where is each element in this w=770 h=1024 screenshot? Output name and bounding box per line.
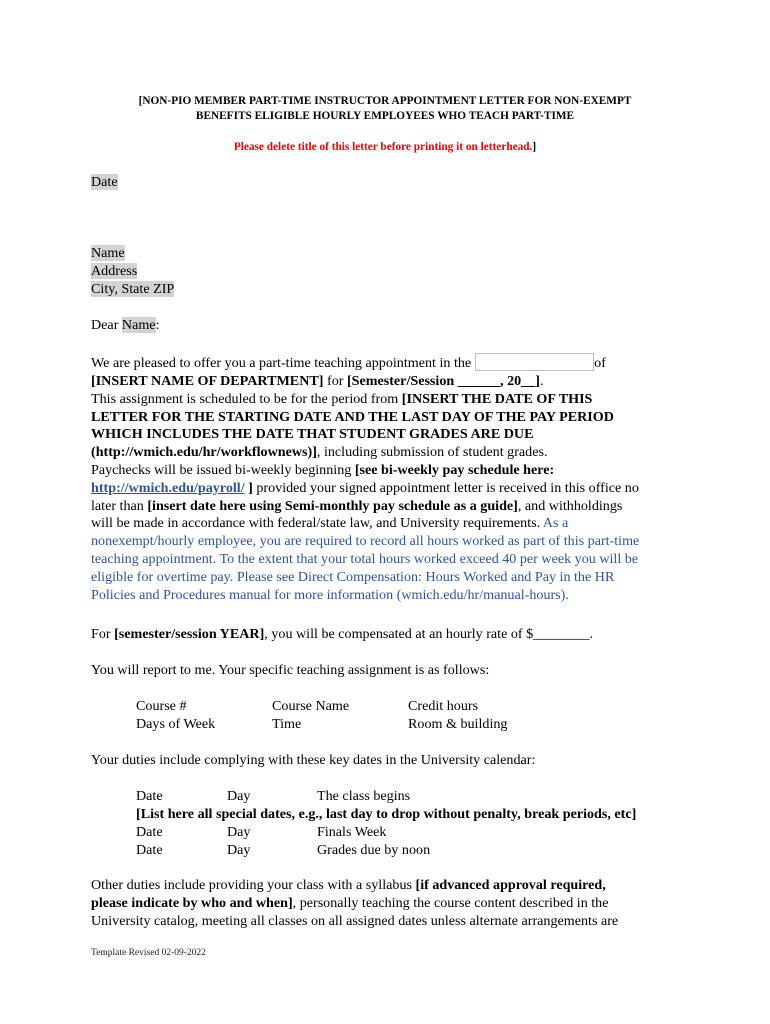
other-duties-paragraph: Other duties include providing your class with a syllabus [if advanced approval required, please indicate by who and when], personally teaching the course content described in the University catalog, meeting all classes on all assigned dates unless alternate arrangements are — [91, 877, 619, 929]
delete-note-text: Please delete title of this letter before printing it on letterhead. — [233, 141, 533, 153]
compensation-paragraph: For [semester/session YEAR], you will be compensated at an hourly rate of $________. — [91, 626, 594, 642]
department-input-box[interactable] — [475, 353, 594, 371]
title-line-1: [NON-PIO MEMBER PART-TIME INSTRUCTOR APPOINTMENT LETTER FOR NON-EXEMPT — [138, 95, 632, 107]
recipient-name: Name — [91, 245, 125, 261]
salutation-name: Name — [121, 317, 156, 333]
letter-page: [NON-PIO MEMBER PART-TIME INSTRUCTOR APPOINTMENT LETTER FOR NON-EXEMPT BENEFITS ELIGIBLE HOURLY EMPLOYEES WHO TEACH PART-TIME Please delete title of this letter before printing it on letterhead.] Date Name Address City, State ZIP Dear Name: We are pleased to offer you a part-time teaching appointment in the of [INSERT NAME OF DEPARTMENT] for [Semester/Session ______, 20__]. This assignment is scheduled to be for the period from [INSERT THE DATE OF THIS LETTER FOR THE STARTING DATE AND THE LAST DAY OF THE PAY PERIOD WHICH INCLUDES THE DATE THAT STUDENT GRADES ARE DUE (http://wmich.edu/hr/workflownews)], including submission of student grades. Paychecks will be issued bi-weekly beginning [see bi-weekly pay schedule here: http://wmich.edu/payroll/ ] provided your signed appointment letter is received in this office no later than [insert date here using Semi-monthly pay schedule as a guide], and withholdings will be made in accordance with federal/state law, and University requirements. As a nonexempt/hourly employee, you are required to record all hours worked as part of this part-time teaching appointment. To the extent that your total hours worked exceed 40 per week you will be eligible for overtime pay. Please see Direct Compensation: Hours Worked and Pay in the HR Policies and Procedures manual for more information (wmich.edu/hr/manual-hours). For [semester/session YEAR], you will be compensated at an hourly rate of $________. You will report to me. Your specific teaching assignment is as follows: Course # Course Name Credit hours Days of Week Time Room & building Your duties include complying with these key dates in the University calendar: Date Day The class begins [List here all special dates, e.g., last day to drop without penalty, break periods, etc] Date Day Finals Week Date Day Grades due by noon Other duties include providing your class with a syllabus [if advanced approval required, please indicate by who and when], personally teaching the course content described in the University catalog, meeting all classes on all assigned dates unless alternate arrangements are Template Revised 02-09-2022 — [0, 0, 770, 1024]
title-line-2: BENEFITS ELIGIBLE HOURLY EMPLOYEES WHO TEACH PART-TIME — [195, 110, 575, 122]
overtime-notice-line-1: nonexempt/hourly employee, you are required to record all hours worked as part of this part-time — [91, 533, 640, 550]
overtime-notice-line-3: eligible for overtime pay. Please see Direct Compensation: Hours Worked and Pay in the HR — [91, 568, 615, 585]
template-revised-footer: Template Revised 02-09-2022 — [91, 948, 206, 958]
overtime-notice-line-2: teaching appointment. To the extent that your total hours worked exceed 40 per week you will be — [91, 550, 639, 567]
delete-note-bracket: ] — [532, 141, 537, 153]
calendar-intro: Your duties include complying with these key dates in the University calendar: — [91, 752, 536, 768]
department-placeholder: [INSERT NAME OF DEPARTMENT] — [91, 373, 324, 389]
special-dates-placeholder: [List here all special dates, e.g., last day to drop without penalty, break periods, etc] — [136, 806, 637, 822]
letter-title — [80, 94, 690, 124]
semester-placeholder: [Semester/Session ______, 20__] — [346, 373, 540, 389]
recipient-address-block — [91, 245, 691, 298]
recipient-city: City, State ZIP — [91, 280, 175, 297]
overtime-notice-line-4: Policies and Procedures manual for more information (wmich.edu/hr/manual-hours). — [91, 586, 569, 603]
payroll-link[interactable]: http://wmich.edu/payroll/ — [91, 479, 245, 496]
appointment-paragraph: We are pleased to offer you a part-time teaching appointment in the of [INSERT NAME OF DEPARTMENT] for [Semester/Session ______, 20__]. This assignment is scheduled to be for the period from [INSERT THE DATE OF THIS LETTER FOR THE STARTING DATE AND THE LAST DAY OF THE PAY PERIOD WHICH INCLUDES THE DATE THAT STUDENT GRADES ARE DUE (http://wmich.edu/hr/workflownews)], including submission of student grades. Paychecks will be issued bi-weekly beginning [see bi-weekly pay schedule here: http://wmich.edu/payroll/ ] provided your signed appointment letter is received in this office no later than [insert date here using Semi-monthly pay schedule as a guide], and withholdings will be made in accordance with federal/state law, and University requirements. As a nonexempt/hourly employee, you are required to record all hours worked as part of this part-time teaching appointment. To the extent that your total hours worked exceed 40 per week you will be eligible for overtime pay. Please see Direct Compensation: Hours Worked and Pay in the HR Policies and Procedures manual for more information (wmich.edu/hr/manual-hours). — [91, 353, 691, 604]
assignment-intro: You will report to me. Your specific teaching assignment is as follows: — [91, 662, 490, 678]
salutation: Dear Name: — [91, 317, 160, 333]
recipient-address: Address — [91, 262, 138, 279]
date-line — [91, 174, 691, 192]
date-placeholder: Date — [91, 174, 118, 190]
delete-title-note — [80, 141, 690, 153]
